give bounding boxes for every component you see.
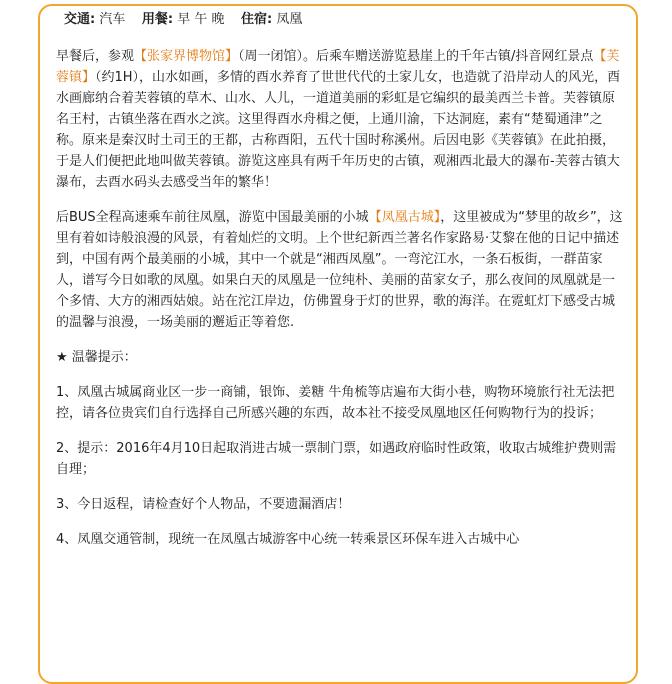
highlight-furong-town: 【芙蓉镇】 (56, 49, 620, 85)
tip-item-3: 3、今日返程，请检查好个人物品，不要遗漏酒店！ (56, 497, 351, 512)
tip-item-2: 2、提示：2016年4月10日起取消进古城一票制门票，如遇政府临时性政策，收取古城维护费则需自理； (56, 441, 617, 477)
paragraph-fenghuang (56, 207, 626, 333)
p2-text-1: 后BUS全程高速乘车前往凤凰，游览中国最美丽的小城 (56, 210, 369, 225)
highlight-museum: 【张家界博物馆】 (134, 49, 239, 64)
highlight-fenghuang-town: 【凤凰古城】 (368, 210, 441, 225)
tip-item-4: 4、凤凰交通管制，现统一在凤凰古城游客中心统一转乘景区环保车进入古城中心 (56, 532, 520, 547)
stay-label: 住宿: (241, 12, 273, 27)
transport-value: 汽车 (99, 12, 126, 27)
info-bar (64, 10, 302, 30)
paragraph-morning (56, 46, 626, 193)
itinerary-content (56, 46, 626, 564)
p2-text-2: ，这里被成为“梦里的故乡”，这里有着如诗般浪漫的风景，有着灿烂的文明。上个世纪新西兰著名作家路易·艾黎在他的日记中描述到，中国有两个最美丽的小城，其中一个就是“湘西凤凰”。一弯沱江水，一条石板街，一群苗家人，谱写今日如歌的凤凰。如果白天的凤凰是一位纯朴、美丽的苗家女子，那么夜间的凤凰就是一个多情、大方的湘西姑娘。站在沱江岸边，仿佛置身于灯的世界，歌的海洋。在霓虹灯下感受古城的温馨与浪漫，一场美丽的邂逅正等着您. (56, 210, 623, 330)
meal-label: 用餐: (141, 12, 174, 27)
meal-value: 早 午 晚 (177, 12, 225, 27)
p1-text-2: （周一闭馆）。后乘车赠送游览悬崖上的千年古镇/抖音网红景点 (238, 49, 594, 64)
p1-text-3: （约1H），山水如画，多情的酉水养育了世世代代的土家儿女，也造就了沿岸动人的风光，酉水画廊纳合着芙蓉镇的草木、山水、人儿，一道道美丽的彩虹是它编织的最美西兰卡普。芙蓉镇原名王村，古镇坐落在酉水之滨。这里得酉水舟楫之便，上通川渝，下达洞庭，素有“楚蜀通津”之称。原来是秦汉时土司王的王都，古称酉阳，五代十国时称溪州。后因电影《芙蓉镇》在此拍摄，于是人们便把此地叫做芙蓉镇。游览这座具有两千年历史的古镇，观湘西北最大的瀑布-芙蓉古镇大瀑布，去酉水码头去感受当年的繁华！ (56, 70, 621, 190)
tip-item-1: 1、凤凰古城属商业区一步一商铺，银饰、姜糖 牛角梳等店遍布大街小巷，购物环境旅行社无法把控，请各位贵宾们自行选择自己所感兴趣的东西，故本社不接受凤凰地区任何购物行为的投诉； (56, 385, 615, 421)
tips-title: ★ 温馨提示： (56, 350, 137, 365)
transport-label: 交通: (64, 12, 96, 27)
p1-text-1: 早餐后，参观 (56, 49, 135, 64)
stay-value: 凤凰 (276, 12, 303, 27)
